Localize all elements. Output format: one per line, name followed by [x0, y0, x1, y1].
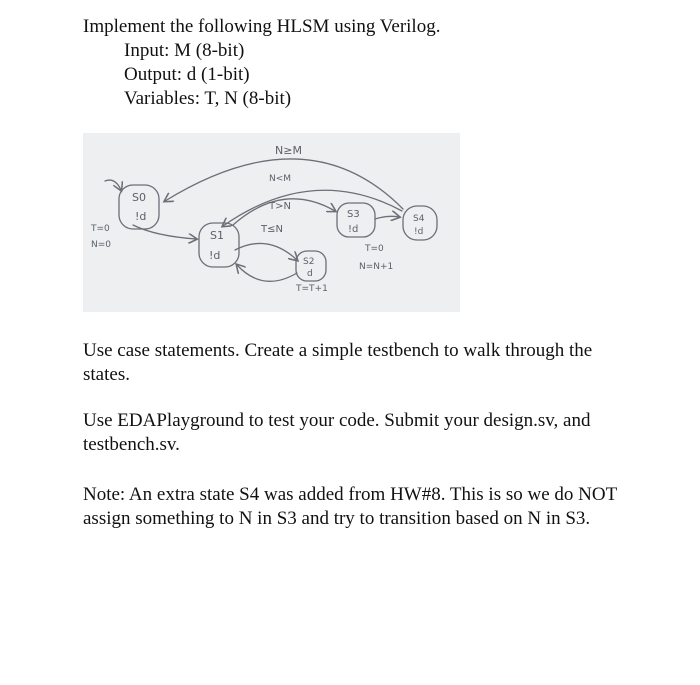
state-s0-action: !d [135, 210, 147, 223]
state-s3-action: !d [348, 224, 359, 235]
state-s2-name: S2 [303, 257, 315, 267]
label-n-lt-m: N<M [269, 174, 292, 184]
label-s3-t: T=0 [365, 244, 384, 254]
input-spec: Input: M (8-bit) [124, 40, 245, 61]
hlsm-diagram [83, 133, 460, 312]
paragraph-note: Note: An extra state S4 was added from HW#8. This is so we do NOT assign something to N in S3 and try to transition based on N in S3. [83, 484, 617, 529]
initial-transition [105, 180, 121, 190]
variables-spec: Variables: T, N (8-bit) [124, 88, 292, 109]
hlsm-diagram-svg [83, 133, 460, 312]
state-s0-name: S0 [132, 191, 146, 204]
paragraph-edaplayground: Use EDAPlayground to test your code. Submit your design.sv, and testbench.sv. [83, 410, 591, 455]
label-init-t: T=0 [91, 224, 110, 234]
state-s1-action: !d [209, 249, 221, 262]
state-s4-name: S4 [413, 214, 425, 224]
state-s3-name: S3 [347, 209, 360, 220]
label-s3-n: N=N+1 [359, 262, 394, 272]
transition-s1-s2 [235, 243, 297, 260]
label-n-ge-m: N≥M [275, 144, 302, 157]
label-init-n: N=0 [91, 240, 111, 250]
paragraph-case-statements: Use case statements. Create a simple testbench to walk through the states. [83, 340, 593, 385]
state-s4-action: !d [414, 227, 424, 237]
output-spec: Output: d (1-bit) [124, 64, 250, 85]
label-t-le-n: T≤N [261, 224, 283, 235]
transition-s2-s1 [237, 265, 297, 281]
transition-s0-s1 [133, 225, 196, 239]
transition-s3-s4 [375, 216, 399, 219]
page-title: Implement the following HLSM using Verilog. [83, 16, 441, 37]
state-s1-name: S1 [210, 229, 224, 242]
state-s2-action: d [307, 269, 313, 279]
label-t-gt-n: T>N [269, 201, 291, 212]
spec-list [124, 39, 291, 111]
label-s2-t: T=T+1 [296, 284, 328, 294]
